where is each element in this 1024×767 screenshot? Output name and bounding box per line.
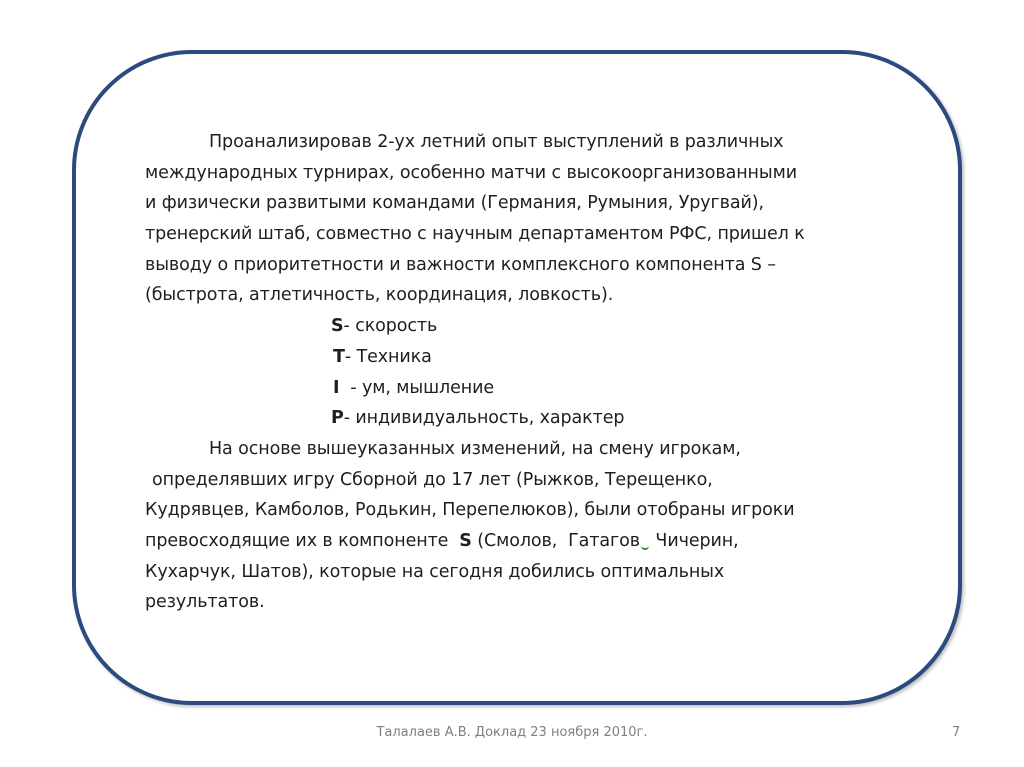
stip-text-s: - скорость [343,316,438,337]
stip-item-t [145,342,885,373]
paragraph2-line-1: На основе вышеуказанных изменений, на смену игрокам, [209,438,741,459]
component-letter-s: S [459,530,472,551]
paragraph1-line-1: Проанализировав 2-ух летний опыт выступлений в различных [209,132,784,152]
paragraph2-line-4-names: (Смолов, Гатагов [471,530,640,551]
stip-text-t: - Техника [344,346,432,367]
stip-letter-p: P [331,408,344,429]
stip-item-i [145,373,885,404]
spellcheck-mark-icon [641,545,649,550]
paragraph1-line-2: международных турнирах, особенно матчи с высокоорганизованными [145,162,797,183]
paragraph2-line-4-start: превосходящие их в компоненте [145,530,460,551]
paragraph1-line-3: и физически развитыми командами (Германия, Румыния, Уругвай), [145,193,764,214]
paragraph1-line-4: тренерский штаб, совместно с научным департаментом РФС, пришел к [145,224,805,245]
slide-text [145,127,885,618]
paragraph2-line-4-end: Чичерин, [649,530,739,551]
paragraph2-line-5: Кухарчук, Шатов), которые на сегодня добились оптимальных [145,561,725,582]
paragraph1-line-6: (быстрота, атлетичность, координация, ловкость). [145,285,614,306]
page-number: 7 [952,725,961,740]
paragraph1-line-5: выводу о приоритетности и важности комплексного компонента S – [145,254,776,275]
stip-letter-i: I [333,377,340,398]
paragraph2-line-4 [145,526,885,557]
stip-item-s [145,311,885,342]
paragraph2-line-3: Кудрявцев, Камболов, Родькин, Перепелюков), были отобраны игроки [145,500,795,521]
footer-author: Талалаев А.В. Доклад 23 ноября 2010г. [376,725,648,740]
stip-item-p [145,403,885,434]
stip-letter-s: S [331,316,344,337]
stip-letter-t: T [333,346,345,367]
paragraph2-line-2: определявших игру Сборной до 17 лет (Рыжков, Терещенко, [152,469,713,490]
stip-text-p: - индивидуальность, характер [343,408,625,429]
stip-text-i: - ум, мышление [339,377,495,398]
paragraph2-line-6: результатов. [145,592,265,613]
